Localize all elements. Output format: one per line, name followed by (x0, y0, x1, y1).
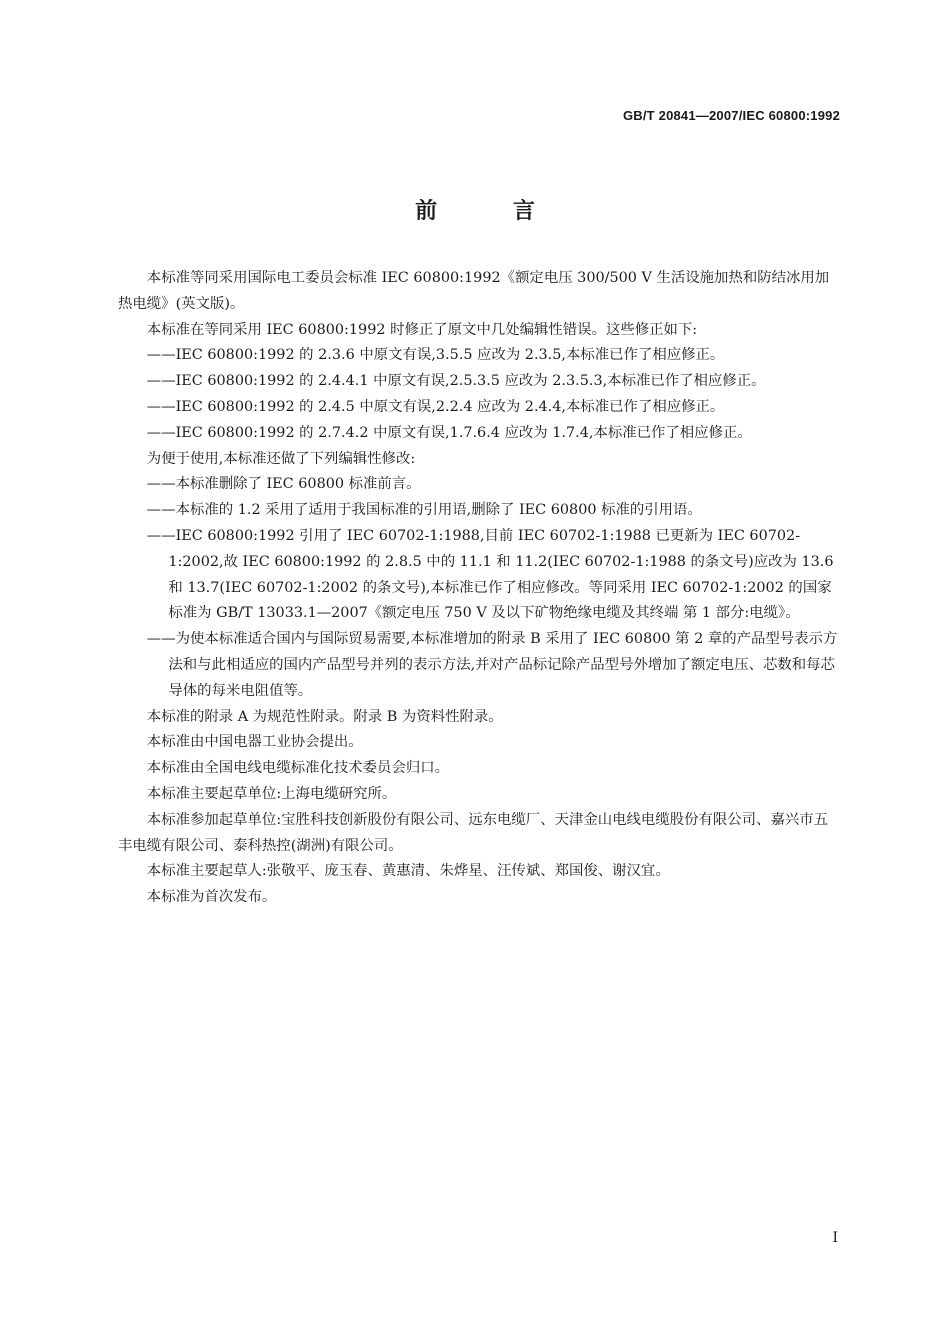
paragraph: 本标准的附录 A 为规范性附录。附录 B 为资料性附录。 (146, 708, 503, 725)
paragraph: 本标准主要起草单位:上海电缆研究所。 (146, 785, 397, 802)
list-item: ——本标准的 1.2 采用了适用于我国标准的引用语,删除了 IEC 60800 标准的引用语。 (146, 502, 702, 519)
list-item: ——IEC 60800:1992 的 2.7.4.2 中原文有误,1.7.6.4 应改为 1.7.4,本标准已作了相应修正。 (146, 424, 752, 441)
paragraph: 本标准在等同采用 IEC 60800:1992 时修正了原文中几处编辑性错误。这些修正如下: (146, 321, 698, 338)
page-title: 前 言 (415, 199, 569, 224)
paragraph: 本标准主要起草人:张敬平、庞玉春、黄惠清、朱烨星、汪传斌、郑国俊、谢汉宜。 (146, 863, 670, 880)
paragraph: 本标准由中国电器工业协会提出。 (146, 734, 363, 751)
paragraph: 本标准等同采用国际电工委员会标准 IEC 60800:1992《额定电压 300/500 V 生活设施加热和防结冰用加热电缆》(英文版)。 (118, 270, 830, 312)
paragraph: 本标准由全国电线电缆标准化技术委员会归口。 (146, 760, 450, 777)
list-item: ——IEC 60800:1992 引用了 IEC 60702-1:1988,目前 IEC 60702-1:1988 已更新为 IEC 60702-1:2002,故 IEC 60800:1992 的 2.8.5 中的 11.1 和 11.2(IEC 60702-1:1988 的条文号)应改为 13.6 和 13.7(IEC 60702-1:2002 的条文号),本标准已作了相应修改。等同采用 IEC 60702-1:2002 的国家标准为 GB/T 13033.1—2007《额定电压 750 V 及以下矿物绝缘电缆及其终端 第 1 部分:电缆》。 (146, 527, 834, 622)
paragraph: 本标准为首次发布。 (146, 889, 277, 906)
paragraph: 为便于使用,本标准还做了下列编辑性修改: (146, 450, 416, 467)
standard-code: GB/T 20841—2007/IEC 60800:1992 (622, 108, 840, 123)
foreword-body (118, 266, 838, 911)
list-item: ——IEC 60800:1992 的 2.4.4.1 中原文有误,2.5.3.5 应改为 2.3.5.3,本标准已作了相应修正。 (146, 373, 766, 390)
list-item: ——为使本标准适合国内与国际贸易需要,本标准增加的附录 B 采用了 IEC 60800 第 2 章的产品型号表示方法和与此相适应的国内产品型号并列的表示方法,并对产品标记除产品型号外增加了额定电压、芯数和每芯导体的每米电阻值等。 (146, 631, 838, 699)
paragraph: 本标准参加起草单位:宝胜科技创新股份有限公司、远东电缆厂、天津金山电线电缆股份有限公司、嘉兴市五丰电缆有限公司、泰科热控(湖洲)有限公司。 (118, 811, 829, 854)
list-item: ——IEC 60800:1992 的 2.3.6 中原文有误,3.5.5 应改为 2.3.5,本标准已作了相应修正。 (146, 347, 725, 364)
list-item: ——本标准删除了 IEC 60800 标准前言。 (146, 476, 421, 493)
page-number: I (832, 1230, 838, 1246)
list-item: ——IEC 60800:1992 的 2.4.5 中原文有误,2.2.4 应改为 2.4.4,本标准已作了相应修正。 (146, 398, 725, 415)
